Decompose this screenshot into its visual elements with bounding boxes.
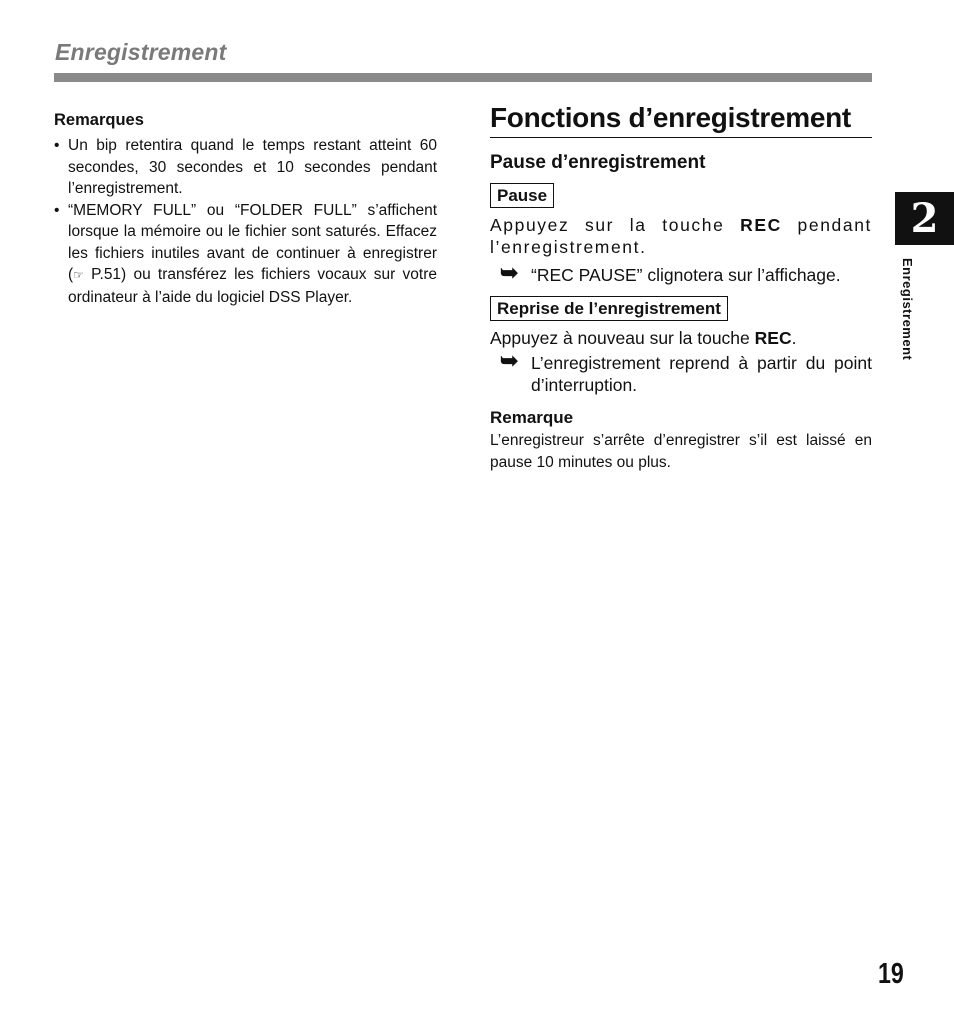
result-arrow-icon: ➥: [500, 260, 519, 285]
resume-result: [490, 348, 872, 396]
bullet: •: [54, 201, 60, 219]
section-header: Enregistrement: [55, 39, 227, 65]
header-rule: [54, 73, 872, 82]
instruction-text: Appuyez sur la touche: [490, 215, 741, 235]
remarks-title: Remarques: [54, 111, 144, 129]
rec-key: REC: [754, 327, 792, 348]
pause-result: [490, 260, 872, 287]
result-text: L’enregistrement reprend à partir du point d’interruption.: [531, 353, 872, 395]
remark-text: “MEMORY FULL” ou “FOLDER FULL” s’affichent lorsque la mémoire ou le fichier sont saturés. Effacez les fichiers inutiles avant de continuer à enregistrer (: [68, 201, 437, 283]
result-text: “REC PAUSE” clignotera sur l’affichage.: [531, 265, 841, 285]
remark-text: L’enregistreur s’arrête d’enregistrer s’il est laissé en pause 10 minutes ou plus.: [490, 432, 872, 471]
remark-text-continued: P.51) ou transférez les fichiers vocaux sur votre ordinateur à l’aide du logiciel DSS Player.: [68, 266, 437, 306]
pause-label: Pause: [490, 183, 554, 208]
remark-item: [54, 135, 437, 200]
resume-label: Reprise de l’enregistrement: [490, 296, 728, 321]
functions-column: [490, 100, 872, 473]
result-arrow-icon: ➥: [500, 348, 519, 373]
page-number: 19: [878, 958, 904, 990]
remarks-list: [54, 135, 437, 308]
chapter-side-label: Enregistrement: [900, 258, 915, 361]
instruction-text-end: .: [791, 327, 797, 348]
chapter-tab: 2: [895, 192, 954, 245]
remark-item: [54, 200, 437, 309]
pause-subtitle: Pause d’enregistrement: [490, 152, 706, 173]
page-reference-icon: ☞: [73, 268, 84, 282]
resume-instruction: [490, 328, 872, 350]
remark-text: Un bip retentira quand le temps restant atteint 60 secondes, 30 secondes et 10 secondes pendant l’enregistrement.: [68, 137, 437, 197]
remarks-column: [54, 111, 437, 308]
pause-instruction: [490, 215, 872, 258]
bullet: •: [54, 137, 60, 154]
instruction-text: Appuyez à nouveau sur la touche: [490, 327, 755, 348]
remark-title: Remarque: [490, 408, 574, 427]
page-title: Fonctions d’enregistrement: [490, 100, 872, 138]
instruction-text-end: pendant l’enregistrement.: [490, 215, 872, 257]
rec-key: REC: [740, 215, 782, 235]
